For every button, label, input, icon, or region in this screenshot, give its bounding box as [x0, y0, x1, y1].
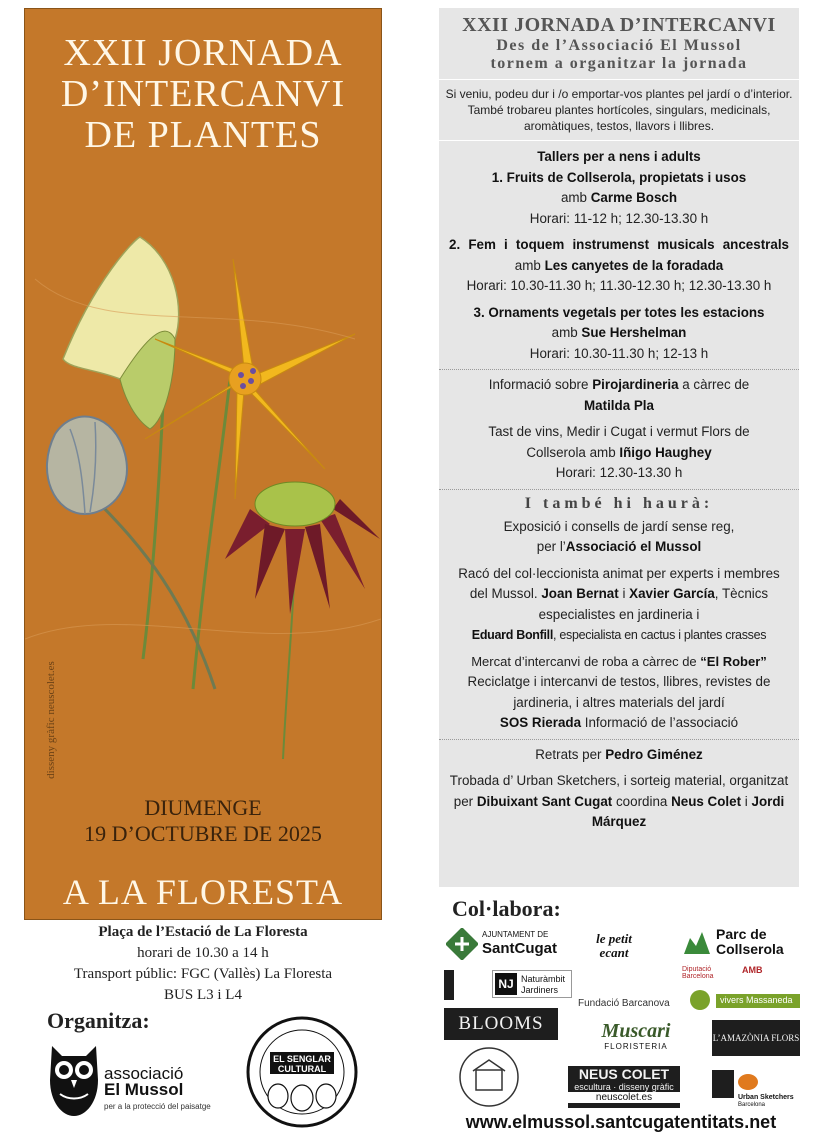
- mussol-logo-tagline: per a la protecció del paisatge: [104, 1102, 211, 1111]
- portraits-name: Pedro Giménez: [605, 746, 703, 762]
- workshop-3-by: amb: [551, 325, 578, 340]
- info-text-a: Informació sobre: [488, 377, 589, 392]
- senglar-logo: [246, 1016, 358, 1128]
- poster-title-line2: D’INTERCANVI: [60, 73, 346, 115]
- amazonia-logo: L’AMAZÒNIA FLORS: [712, 1020, 800, 1056]
- urban-line1: Urban Sketchers: [738, 1094, 794, 1101]
- sos-text: Informació de l’associació: [584, 715, 739, 730]
- flower-illustration: [25, 219, 381, 779]
- divider: [439, 369, 799, 370]
- diputacio-logo: Diputació Barcelona: [682, 966, 714, 980]
- raco-name1: Joan Bernat: [541, 586, 619, 601]
- parc-collserola-logo: [682, 924, 794, 960]
- poster-date-line: 19 D’OCTUBRE DE 2025: [84, 821, 322, 846]
- also-section: [439, 517, 799, 734]
- recycling-text: Reciclatge i intercanvi de testos, llibres, revistes de jardineria, i altres materials del jardí: [467, 674, 771, 710]
- raco-name2: Xavier García: [629, 586, 715, 601]
- neus-colet-logo: [568, 1066, 680, 1108]
- senglar-logo-line2: CULTURAL: [277, 1064, 327, 1074]
- sketchers-coord: coordina: [615, 793, 668, 809]
- program-subtitle: [439, 37, 799, 73]
- workshop-3-title: 3. Ornaments vegetals per totes les estacions: [473, 304, 765, 320]
- info-text-c: a càrrec de: [682, 377, 750, 392]
- botanic-logo: [444, 970, 454, 1000]
- program-subtitle-line1: Des de l’Associació El Mussol: [496, 37, 742, 54]
- parc-logo-line2: Collserola: [716, 941, 784, 957]
- mussol-logo-line2: El Mussol: [104, 1080, 184, 1099]
- divider: [439, 489, 799, 490]
- workshop-1-by: amb: [560, 190, 587, 205]
- workshop-2-name: Les canyetes de la foradada: [544, 257, 724, 273]
- neus-line3: neuscolet.es: [568, 1092, 680, 1103]
- poster-place: A LA FLORESTA: [62, 872, 344, 912]
- muscari-logo: [588, 1020, 684, 1058]
- venue-hours: horari de 10.30 a 14 h: [137, 945, 269, 961]
- workshop-3-name: Sue Hershelman: [581, 325, 687, 340]
- poster-date: [25, 795, 381, 847]
- amb-logo: AMB: [742, 965, 763, 975]
- raco-text-b: , Tècnics especialistes en jardineria i: [538, 586, 769, 622]
- santcugat-logo: [446, 926, 560, 962]
- sketchers-name2: Jordi Márquez: [591, 793, 785, 829]
- floresta-association-logo: [458, 1046, 528, 1108]
- mussol-logo: [46, 1040, 236, 1120]
- workshop-2-title: 2. Fem i toquem instrumenst musicals ancestrals: [449, 237, 789, 252]
- info-name: Matilda Pla: [584, 397, 654, 413]
- venue-bus: BUS L3 i L4: [164, 987, 242, 1003]
- poster-title: [25, 33, 381, 156]
- raco-text: Racó del col·leccionista animat per experts i membres del Mussol.: [458, 565, 780, 601]
- market-text: Mercat d’intercanvi de roba a càrrec de: [471, 653, 697, 669]
- workshop-1-name: Carme Bosch: [590, 190, 678, 205]
- santcugat-logo-line1: AJUNTAMENT DE: [482, 930, 549, 939]
- neus-line2: escultura · disseny gràfic: [574, 1082, 674, 1092]
- expo-line1: Exposició i consells de jardí sense reg,: [503, 518, 735, 534]
- poster-day: DIUMENGE: [144, 795, 262, 820]
- sketchers-text: Trobada d’ Urban Sketchers, i sorteig material, organitzat per: [449, 773, 789, 809]
- program-panel: [439, 8, 799, 887]
- senglar-logo-line1: EL SENGLAR: [273, 1054, 331, 1064]
- workshop-1-title: 1. Fruits de Collserola, propietats i usos: [491, 169, 747, 185]
- sos-name: SOS Rierada: [499, 715, 582, 730]
- collabora-heading: Col·labora:: [452, 896, 561, 921]
- workshops-section: [439, 147, 799, 364]
- parc-logo-line1: Parc de: [716, 926, 767, 942]
- workshop-2-by: amb: [514, 257, 541, 273]
- divider: [439, 140, 799, 141]
- santcugat-icon: [446, 928, 478, 960]
- poster-panel: [24, 8, 382, 920]
- program-intro: Si veniu, podeu dur i /o emportar-vos plantes pel jardí o d’interior. També trobareu plantes hortícoles, singulars, medicinals, aromàtiques, testos, llavors i llibres.: [445, 87, 793, 133]
- raco-text-c: , especialista en cactus i plantes crasses: [553, 628, 767, 642]
- info-section: [439, 375, 799, 484]
- also-heading: I també hi haurà:: [524, 494, 714, 512]
- poster-title-line1: XXII JORNADA: [63, 32, 343, 74]
- barcanova-logo: Fundació Barcanova: [578, 998, 670, 1009]
- design-credit: disseny gràfic neuscolet.es: [45, 661, 57, 779]
- vivers-logo: vivers Massaneda: [716, 994, 800, 1008]
- divider: [439, 79, 799, 80]
- tree-icon: [682, 928, 712, 956]
- venue-transport: Transport públic: FGC (Vallès) La Floresta: [73, 966, 333, 982]
- expo-line2a: per l’: [536, 539, 566, 554]
- website-url[interactable]: www.elmussol.santcugatentitats.net: [465, 1112, 777, 1132]
- tasting-name: Iñigo Haughey: [619, 444, 712, 460]
- workshop-1-hours: Horari: 11-12 h; 12.30-13.30 h: [529, 210, 709, 226]
- expo-org: Associació el Mussol: [565, 539, 702, 554]
- program-subtitle-line2: tornem a organitzar la jornada: [490, 55, 748, 72]
- muscari-line1: Muscari: [601, 1020, 671, 1042]
- poster-title-line3: DE PLANTES: [84, 114, 322, 156]
- neus-line1: NEUS COLET: [578, 1066, 670, 1082]
- blooms-logo: BLOOMS: [444, 1008, 558, 1040]
- market-name: “El Rober”: [700, 653, 767, 669]
- info-topic: Pirojardineria: [592, 377, 679, 392]
- sketchers-org: Dibuixant Sant Cugat: [476, 793, 613, 809]
- naturambit-logo: NJ Naturàmbit Jardiners: [492, 970, 572, 998]
- venue-info: [24, 922, 382, 1006]
- muscari-line2: FLORISTERIA: [604, 1042, 668, 1051]
- mussol-logo-line1: associació: [104, 1064, 184, 1083]
- urban-line2: Barcelona: [738, 1102, 766, 1108]
- workshop-3-hours: Horari: 10.30-11.30 h; 12-13 h: [529, 345, 709, 361]
- santcugat-logo-line2: SantCugat: [482, 940, 557, 957]
- program-title: XXII JORNADA D’INTERCANVI: [462, 14, 776, 36]
- workshop-2-hours: Horari: 10.30-11.30 h; 11.30-12.30 h; 12.30-13.30 h: [466, 278, 772, 293]
- vivers-icon: [690, 990, 710, 1010]
- portraits-text: Retrats per: [535, 746, 602, 762]
- naturambit-line1: Naturàmbit: [521, 974, 566, 984]
- venue-address: Plaça de l’Estació de La Floresta: [98, 924, 308, 940]
- tasting-text: Tast de vins, Medir i Cugat i vermut Flors de Collserola amb: [488, 424, 750, 460]
- petit-encant-logo: le petit ecant: [596, 931, 632, 960]
- sketchers-name1: Neus Colet: [671, 793, 742, 809]
- raco-name3: Eduard Bonfill: [471, 628, 553, 642]
- raco-and: i: [622, 586, 626, 601]
- portraits-section: [439, 745, 799, 833]
- owl-icon: [46, 1040, 102, 1118]
- organitza-heading: Organitza:: [47, 1008, 150, 1033]
- workshops-heading: Tallers per a nens i adults: [537, 149, 701, 164]
- tasting-hours: Horari: 12.30-13.30 h: [555, 465, 683, 480]
- naturambit-line2: Jardiners: [521, 985, 559, 995]
- urban-sketchers-logo: [712, 1070, 800, 1110]
- sketchers-and: i: [744, 793, 748, 809]
- divider: [439, 739, 799, 740]
